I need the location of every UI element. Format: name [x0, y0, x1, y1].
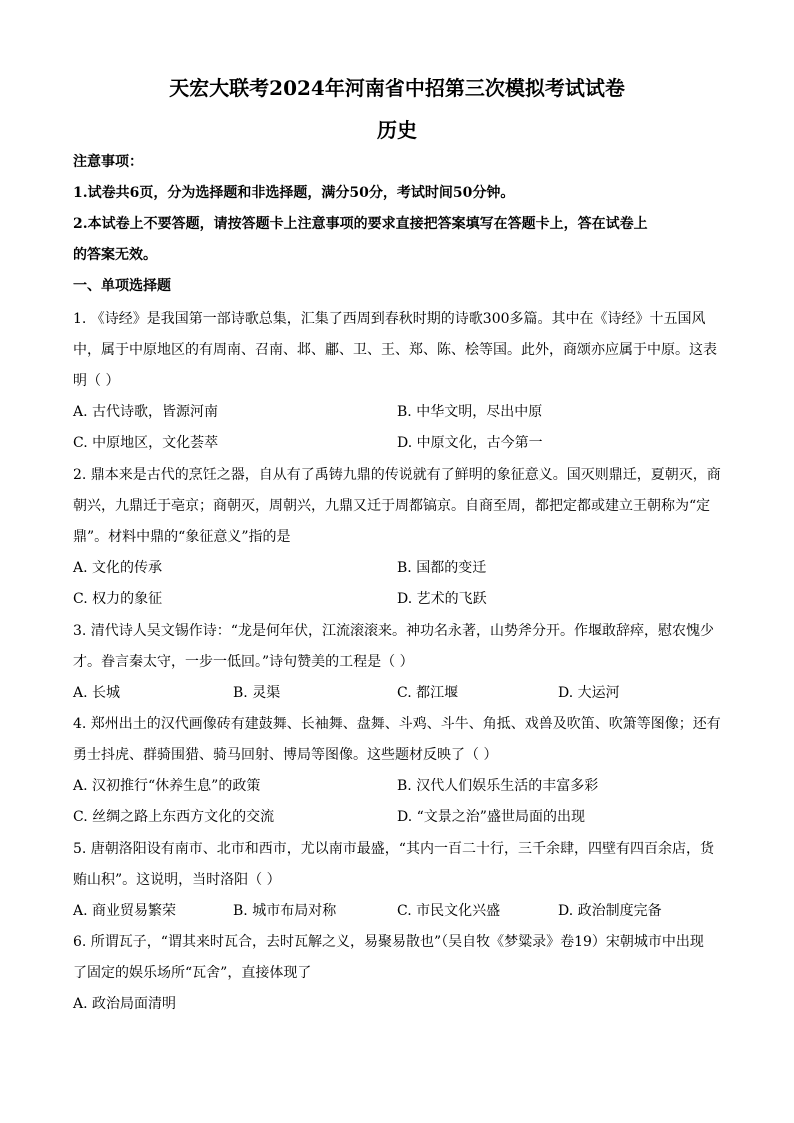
question-1-line-3: 明（ ）	[73, 373, 120, 389]
notice-heading: 注意事项：	[73, 154, 143, 170]
question-6-option-a: A. 政治局面清明	[73, 996, 177, 1012]
question-2-line-3: 鼎”。材料中鼎的“象征意义”指的是	[73, 529, 291, 545]
question-1-option-d: D. 中原文化，古今第一	[397, 435, 543, 451]
section-heading: 一、单项选择题	[73, 278, 171, 294]
question-2-line-2: 朝兴，九鼎迁于亳京；商朝灭，周朝兴，九鼎又迁于周都镐京。自商至周，都把定都或建立王朝称为“定	[73, 498, 711, 514]
question-3-option-d: D. 大运河	[558, 685, 620, 701]
question-1-line-1: 1. 《诗经》是我国第一部诗歌总集，汇集了西周到春秋时期的诗歌300多篇。其中在《诗经》十五国风	[73, 311, 706, 327]
question-5-option-a: A. 商业贸易繁荣	[73, 903, 177, 919]
question-3-line-1: 3. 清代诗人吴文锡作诗：“龙是何年伏，江流滚滚来。神功名永著，山势斧分开。作堰敢辞瘁，慰农愧少	[73, 623, 714, 639]
subject-title: 历史	[377, 118, 417, 142]
question-4-line-2: 勇士抖虎、群骑围猎、骑马回射、博局等图像。这些题材反映了（ ）	[73, 747, 498, 763]
notice-item-1: 1.试卷共6页，分为选择题和非选择题，满分50分，考试时间50分钟。	[73, 185, 515, 201]
question-2-option-a: A. 文化的传承	[73, 560, 163, 576]
question-2-option-b: B. 国都的变迁	[397, 560, 487, 576]
question-5-line-2: 贿山积”。这说明，当时洛阳（ ）	[73, 872, 281, 888]
question-6-line-1: 6. 所谓瓦子，“谓其来时瓦合，去时瓦解之义，易聚易散也”（吴自牧《梦粱录》卷19）宋朝城市中出现	[73, 934, 704, 950]
question-1-line-2: 中，属于中原地区的有周南、召南、邶、鄘、卫、王、郑、陈、桧等国。此外，商颂亦应属于中原。这表	[73, 342, 717, 358]
question-5-option-d: D. 政治制度完备	[558, 903, 662, 919]
question-1-option-c: C. 中原地区，文化荟萃	[73, 435, 219, 451]
question-6-line-2: 了固定的娱乐场所“瓦舍”，直接体现了	[73, 965, 312, 981]
question-4-option-b: B. 汉代人们娱乐生活的丰富多彩	[397, 778, 599, 794]
question-4-option-a: A. 汉初推行“休养生息”的政策	[73, 778, 261, 794]
question-5-option-b: B. 城市布局对称	[233, 903, 337, 919]
question-2-option-c: C. 权力的象征	[73, 591, 163, 607]
question-3-option-b: B. 灵渠	[233, 685, 281, 701]
question-1-option-b: B. 中华文明，尽出中原	[397, 404, 543, 420]
exam-title: 天宏大联考2024年河南省中招第三次模拟考试试卷	[169, 76, 625, 100]
question-5-option-c: C. 市民文化兴盛	[397, 903, 501, 919]
notice-item-2-line-2: 的答案无效。	[73, 247, 157, 263]
question-3-line-2: 才。眷言秦太守，一步一低回。”诗句赞美的工程是（ ）	[73, 654, 414, 670]
question-3-option-c: C. 都江堰	[397, 685, 459, 701]
question-2-option-d: D. 艺术的飞跃	[397, 591, 487, 607]
question-1-option-a: A. 古代诗歌，皆源河南	[73, 404, 219, 420]
question-4-option-c: C. 丝绸之路上东西方文化的交流	[73, 809, 275, 825]
question-2-line-1: 2. 鼎本来是古代的烹饪之器，自从有了禹铸九鼎的传说就有了鲜明的象征意义。国灭则鼎迁，夏朝灭，商	[73, 467, 721, 483]
question-4-option-d: D. “文景之治”盛世局面的出现	[397, 809, 585, 825]
question-5-line-1: 5. 唐朝洛阳设有南市、北市和西市，尤以南市最盛，“其内一百二十行，三千余肆，四壁有四百余店，货	[73, 841, 714, 857]
notice-item-2-line-1: 2.本试卷上不要答题，请按答题卡上注意事项的要求直接把答案填写在答题卡上，答在试卷上	[73, 216, 648, 232]
question-4-line-1: 4. 郑州出土的汉代画像砖有建鼓舞、长袖舞、盘舞、斗鸡、斗牛、角抵、戏兽及吹笛、吹箫等图像；还有	[73, 716, 721, 732]
question-3-option-a: A. 长城	[73, 685, 121, 701]
